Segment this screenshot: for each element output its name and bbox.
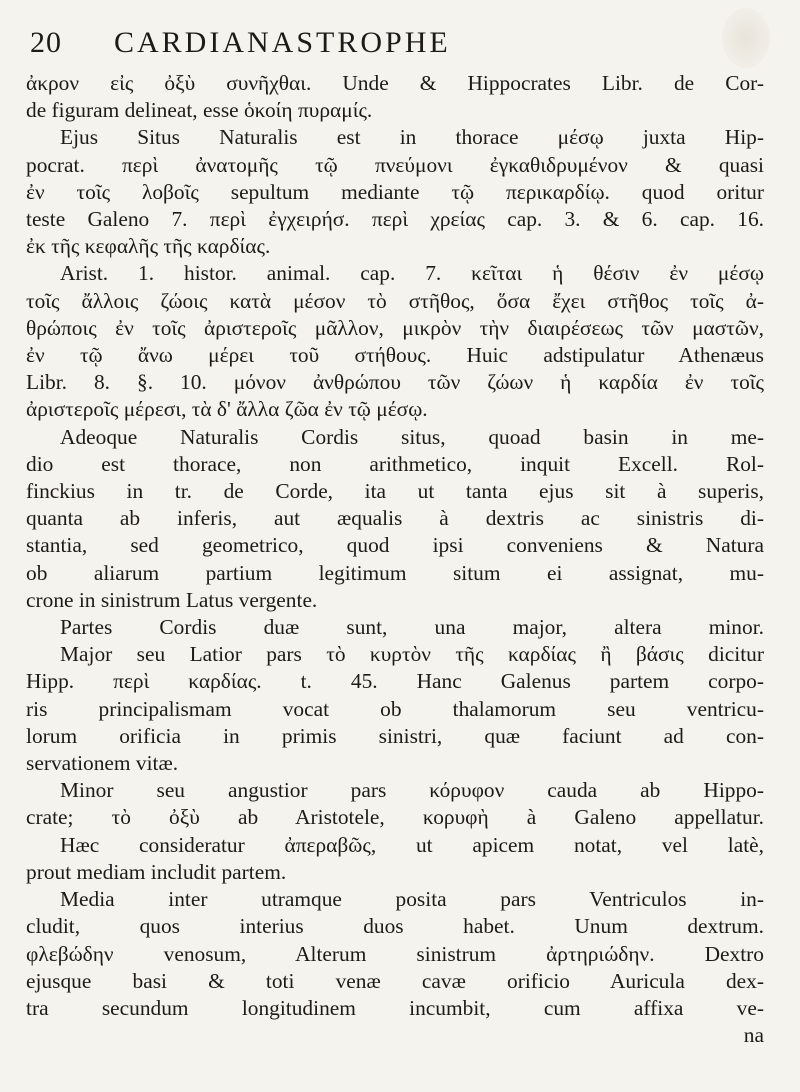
text-line: Arist. 1. histor. animal. cap. 7. κεῖται ἡ θέσιν ἐν μέσῳ	[60, 261, 764, 286]
body-text	[26, 70, 764, 1049]
text-line: crone in sinistrum Latus vergente.	[26, 587, 318, 612]
text-line: stantia, sed geometrico, quod ipsi conveniens & Natura	[26, 533, 764, 558]
text-line: cludit, quos interius duos habet. Unum dextrum.	[26, 914, 764, 939]
text-line: ejusque basi & toti venæ cavæ orificio Auricula dex-	[26, 968, 764, 993]
running-title: CARDIANASTROPHE	[114, 26, 451, 59]
text-line: Major seu Latior pars τὸ κυρτὸν τῆς καρδίας ἢ βάσις dicitur	[60, 642, 764, 667]
text-line: ἀριστεροῖς μέρεσι, τὰ δ' ἄλλα ζῶα ἐν τῷ μέσῳ.	[26, 397, 428, 422]
text-line: ἐν τοῖς λοβοῖς sepultum mediante τῷ περικαρδίῳ. quod oritur	[26, 179, 764, 204]
text-line: ἀκρον εἰς ὀξὺ συνῆχθαι. Unde & Hippocrates Libr. de Cor-	[26, 71, 764, 95]
text-line: tra secundum longitudinem incumbit, cum affixa ve-	[26, 995, 764, 1020]
text-line: ἐκ τῆς κεφαλῆς τῆς καρδίας.	[26, 234, 271, 259]
text-line: dio est thorace, non arithmetico, inquit Excell. Rol-	[26, 451, 764, 476]
text-line: τοῖς ἄλλοις ζώοις κατὰ μέσον τὸ στῆθος, ὅσα ἔχει στῆθος τοῖς ἀ-	[26, 288, 764, 313]
text-line: Hipp. περὶ καρδίας. t. 45. Hanc Galenus partem corpo-	[26, 669, 764, 694]
page-number: 20	[30, 26, 62, 59]
text-line: ob aliarum partium legitimum situm ei assignat, mu-	[26, 560, 764, 585]
text-line: lorum orificia in primis sinistri, quæ faciunt ad con-	[26, 723, 764, 748]
text-line: Minor seu angustior pars κόρυφον cauda ab Hippo-	[60, 778, 764, 803]
text-line: prout mediam includit partem.	[26, 859, 287, 884]
page-header	[26, 22, 764, 62]
text-line: θρώποις ἐν τοῖς ἀριστεροῖς μᾶλλον, μικρὸν τὴν διαιρέσεως τῶν μαστῶν,	[26, 315, 764, 340]
text-line: ris principalismam vocat ob thalamorum seu ventricu-	[26, 696, 764, 721]
text-line: φλεβώδην venosum, Alterum sinistrum ἀρτηριώδην. Dextro	[26, 941, 764, 966]
text-line: Media inter utramque posita pars Ventriculos in-	[60, 887, 764, 912]
text-line: de figuram delineat, esse ὁκοίη πυραμίς.	[26, 98, 373, 123]
text-line: Partes Cordis duæ sunt, una major, altera minor.	[60, 615, 764, 640]
text-line: ἐν τῷ ἄνω μέρει τοῦ στήθους. Huic adstipulatur Athenæus	[26, 343, 764, 368]
text-line: teste Galeno 7. περὶ ἐγχειρήσ. περὶ χρείας cap. 3. & 6. cap. 16.	[26, 207, 764, 232]
text-line: finckius in tr. de Corde, ita ut tanta ejus sit à superis,	[26, 479, 764, 504]
text-line: Libr. 8. §. 10. μόνον ἀνθρώπου τῶν ζώων ἡ καρδία ἐν τοῖς	[26, 370, 764, 395]
text-line: quanta ab inferis, aut æqualis à dextris ac sinistris di-	[26, 506, 764, 531]
text-line: na	[743, 1023, 764, 1048]
text-line: pocrat. περὶ ἀνατομῆς τῷ πνεύμονι ἐγκαθιδρυμένον & quasi	[26, 152, 764, 177]
text-line: crate; τὸ ὀξὺ ab Aristotele, κορυφὴ à Galeno appellatur.	[26, 805, 764, 830]
text-line: servationem vitæ.	[26, 751, 179, 776]
text-line: Ejus Situs Naturalis est in thorace μέσῳ juxta Hip-	[60, 125, 764, 150]
text-line: Adeoque Naturalis Cordis situs, quoad basin in me-	[60, 424, 764, 449]
text-line: Hæc consideratur ἀπεραβῶς, ut apicem notat, vel latè,	[60, 832, 764, 857]
